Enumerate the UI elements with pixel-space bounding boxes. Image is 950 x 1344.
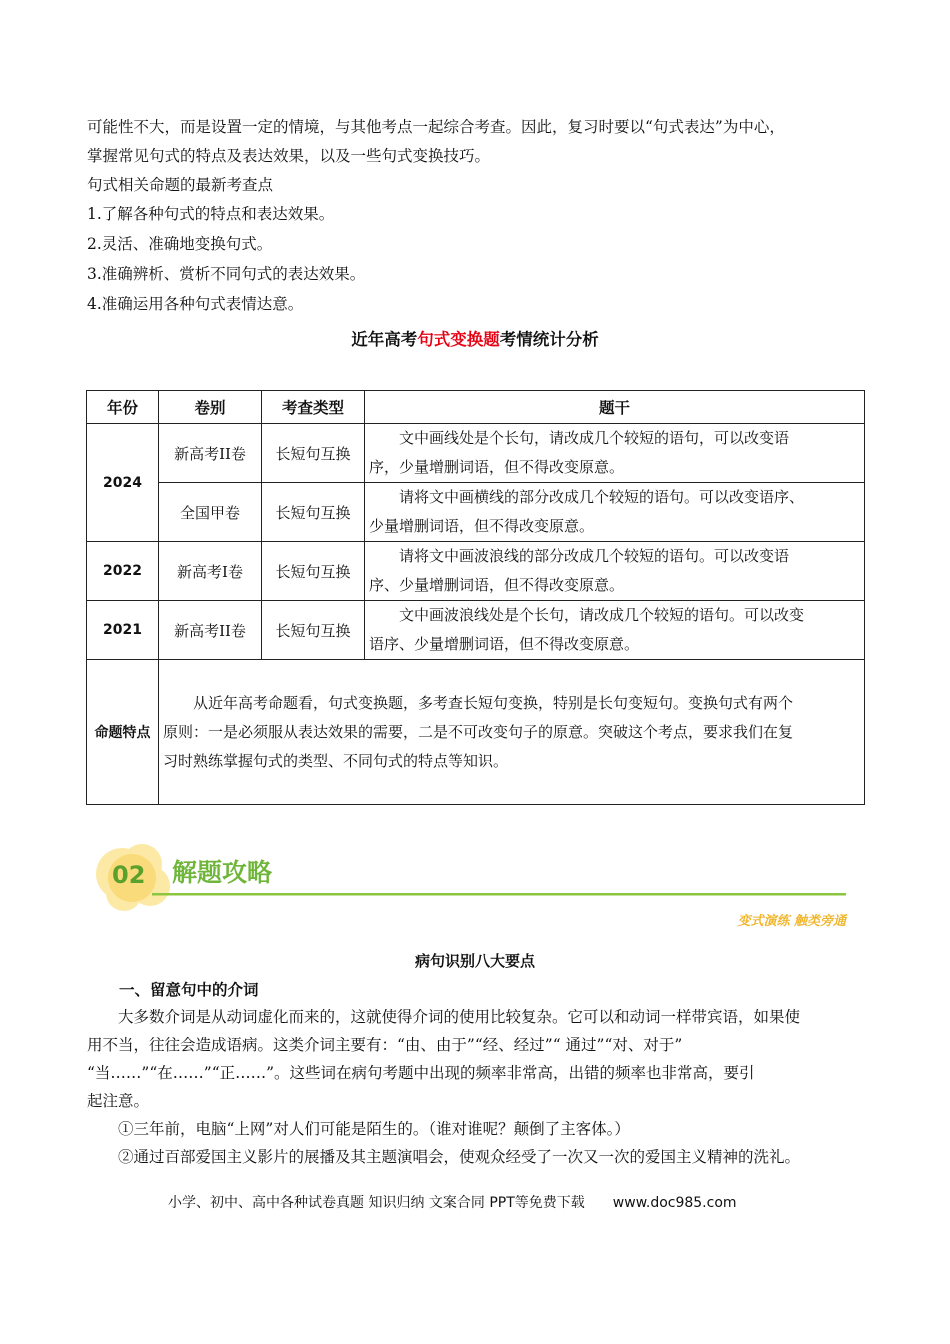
header-paper: 卷别	[159, 391, 262, 424]
stem-line: 语序、少量增删词语，但不得改变原意。	[369, 635, 640, 653]
table-header-row	[87, 391, 865, 424]
paper-cell: 新高考I卷	[159, 542, 262, 601]
table-title	[0, 326, 950, 350]
header-year: 年份	[87, 391, 159, 424]
table-row	[87, 483, 865, 542]
table-title-post: 考情统计分析	[499, 330, 599, 349]
stem-line: 请将文中画波浪线的部分改成几个较短的语句。可以改变语	[399, 547, 790, 565]
table-title-highlight: 句式变换题	[417, 330, 500, 349]
stem-cell	[365, 483, 865, 542]
body-line: “当……”“在……”“正……”。这些词在病句考题中出现的频率非常高，出错的频率也非常高，要引	[87, 1064, 755, 1082]
table-row	[87, 542, 865, 601]
feature-line: 习时熟练掌握句式的类型、不同句式的特点等知识。	[163, 751, 509, 770]
table-title-pre: 近年高考	[351, 330, 418, 349]
stem-line: 文中画波浪线处是个长句，请改成几个较短的语句。可以改变	[399, 606, 805, 624]
type-cell: 长短句互换	[262, 601, 365, 660]
year-cell: 2022	[87, 542, 159, 601]
section-title: 病句识别八大要点	[414, 952, 535, 970]
footer-text: 小学、初中、高中各种试卷真题 知识归纳 文案合同 PPT等免费下载	[168, 1195, 585, 1211]
stem-line: 少量增删词语，但不得改变原意。	[369, 517, 595, 535]
banner-number: 02	[112, 861, 146, 889]
page-footer	[168, 1192, 737, 1212]
type-cell: 长短句互换	[262, 483, 365, 542]
point-3: 3.准确辨析、赏析不同句式的表达效果。	[87, 265, 366, 283]
stem-cell	[365, 542, 865, 601]
body-line: 起注意。	[87, 1092, 150, 1110]
intro-line-1: 可能性不大，而是设置一定的情境，与其他考点一起综合考查。因此，复习时要以“句式表达”为中心，	[87, 118, 785, 136]
paper-cell: 全国甲卷	[159, 483, 262, 542]
banner-subtitle: 变式演练 触类旁通	[737, 914, 846, 928]
header-type: 考查类型	[262, 391, 365, 424]
point-1: 1.了解各种句式的特点和表达效果。	[87, 205, 335, 223]
feature-line: 原则：一是必须服从表达效果的需要，二是不可改变句子的原意。突破这个考点，要求我们在复	[163, 722, 794, 741]
banner-title: 解题攻略	[172, 858, 273, 887]
section-banner	[92, 838, 852, 928]
stem-line: 文中画线处是个长句，请改成几个较短的语句，可以改变语	[399, 429, 790, 447]
section-heading: 一、留意句中的介词	[119, 981, 259, 999]
banner-graphic	[92, 838, 852, 928]
feature-line: 从近年高考命题看，句式变换题，多考查长短句变换，特别是长句变短句。变换句式有两个	[193, 693, 794, 712]
stem-cell	[365, 424, 865, 483]
paper-cell: 新高考II卷	[159, 601, 262, 660]
body-line: 用不当，往往会造成语病。这类介词主要有：“由、由于”“经、经过”“ 通过”“对、对于”	[87, 1036, 683, 1054]
year-cell: 2024	[87, 424, 159, 542]
paper-cell: 新高考II卷	[159, 424, 262, 483]
point-2: 2.灵活、准确地变换句式。	[87, 235, 273, 253]
type-cell: 长短句互换	[262, 424, 365, 483]
intro-line-3: 句式相关命题的最新考查点	[87, 176, 274, 194]
stem-line: 序，少量增删词语，但不得改变原意。	[369, 458, 625, 476]
stem-line: 序、少量增删词语，但不得改变原意。	[369, 576, 625, 594]
point-4: 4.准确运用各种句式表情达意。	[87, 295, 304, 313]
feature-label: 命题特点	[87, 660, 159, 805]
table-row	[87, 424, 865, 483]
exam-stats-table	[86, 390, 865, 805]
intro-line-2: 掌握常见句式的特点及表达效果，以及一些句式变换技巧。	[87, 147, 491, 165]
stem-line: 请将文中画横线的部分改成几个较短的语句。可以改变语序、	[399, 488, 805, 506]
year-cell: 2021	[87, 601, 159, 660]
stem-cell	[365, 601, 865, 660]
example-1: ①三年前，电脑“上网”对人们可能是陌生的。（谁对谁呢？颠倒了主客体。）	[118, 1120, 630, 1138]
example-2: ②通过百部爱国主义影片的展播及其主题演唱会，使观众经受了一次又一次的爱国主义精神的洗礼。	[118, 1148, 801, 1166]
section-body	[87, 1003, 865, 1171]
feature-cell	[159, 660, 865, 805]
table-row	[87, 601, 865, 660]
body-line: 大多数介词是从动词虚化而来的，这就使得介词的使用比较复杂。它可以和动词一样带宾语，如果使	[118, 1008, 801, 1026]
header-stem: 题干	[365, 391, 865, 424]
footer-url[interactable]: www.doc985.com	[612, 1195, 737, 1211]
type-cell: 长短句互换	[262, 542, 365, 601]
banner-rule	[152, 893, 846, 896]
feature-row	[87, 660, 865, 805]
